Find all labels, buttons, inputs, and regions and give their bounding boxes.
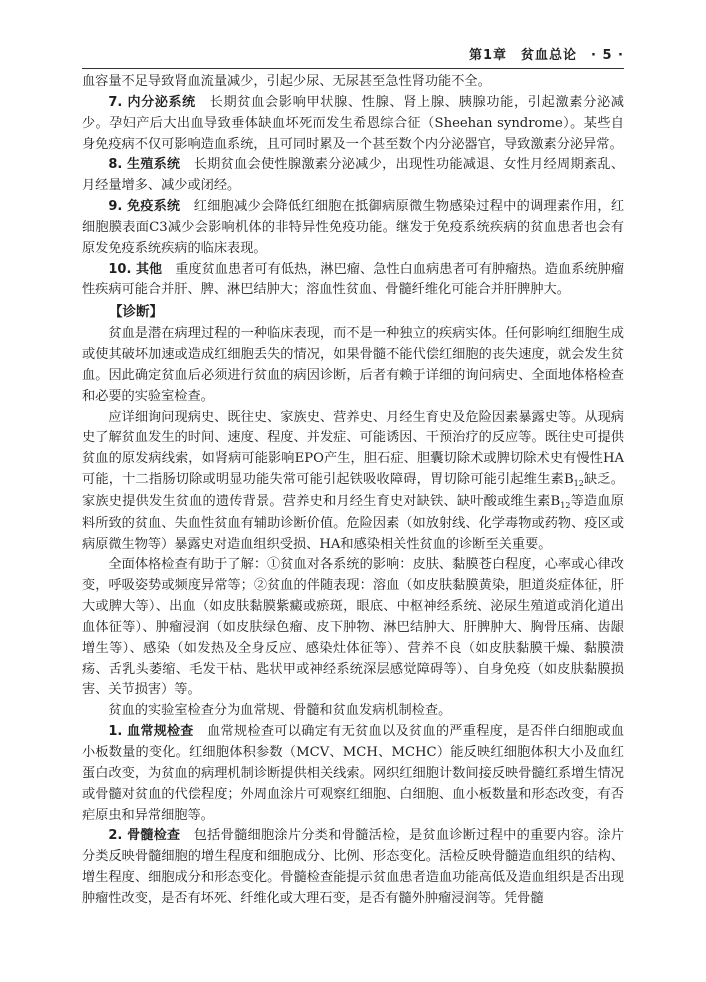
paragraph-text: 等造血原料所致的贫血、失血性贫血有辅助诊断价值。危险因素（如放射线、化学毒物或药物、疫区或病原微生物等）暴露史对造血组织受损、HA和感染相关性贫血的诊断至关重要。 — [82, 493, 624, 552]
subsection-title: 7. 内分泌系统 — [108, 94, 196, 110]
paragraph: 血容量不足导致肾血流量减少，引起少尿、无尿甚至急性肾功能不全。 — [82, 74, 491, 89]
paragraph-immune — [82, 197, 624, 260]
paragraph-blood-routine — [82, 722, 624, 826]
running-header — [82, 46, 624, 69]
paragraph-text: 包括骨髓细胞涂片分类和骨髓活检，是贫血诊断过程中的重要内容。涂片分类反映骨髓细胞的增生程度和细胞成分、比例、形态变化。活检反映骨髓造血组织的结构、增生程度、细胞成分和形态变化。骨髓检查能提示贫血患者造血功能高低及造血组织是否出现肿瘤性改变，是否有坏死、纤维化或大理石变，是否有髓外肿瘤浸润等。凭骨髓 — [82, 828, 625, 906]
paragraph-text: 红细胞减少会降低红细胞在抵御病原微生物感染过程中的调理素作用，红细胞膜表面C3减少会影响机体的非特异性免疫功能。继发于免疫系统疾病的贫血患者也会有原发免疫系统疾病的临床表现。 — [82, 199, 625, 256]
subscript: 12 — [560, 500, 571, 510]
subsection-title: 9. 免疫系统 — [108, 199, 181, 215]
paragraph: 贫血的实验室检查分为血常规、骨髓和贫血发病机制检查。 — [108, 703, 452, 719]
subsection-title: 1. 血常规检查 — [108, 724, 194, 740]
paragraph-endocrine — [82, 93, 624, 156]
paragraph-other — [82, 260, 624, 302]
paragraph-reproductive — [82, 155, 624, 197]
subsection-title: 8. 生殖系统 — [108, 157, 181, 173]
paragraph: 全面体格检查有助于了解：①贫血对各系统的影响：皮肤、黏膜苍白程度，心率或心律改变，呼吸姿势或频度异常等；②贫血的伴随表现：溶血（如皮肤黏膜黄染，胆道炎症体征，肝大或脾大等）、出血（如皮肤黏膜紫癜或瘀斑，眼底、中枢神经系统、泌尿生殖道或消化道出血体征等）、肿瘤浸润（如皮肤绿色瘤、皮下肿物、淋巴结肿大、肝脾肿大、胸骨压痛、齿龈增生等）、感染（如发热及全身反应、感染灶体征等）、营养不良（如皮肤黏膜干燥、黏膜溃疡、舌乳头萎缩、毛发干枯、匙状甲或神经系统深层感觉障碍等）、自身免疫（如皮肤黏膜损害、关节损害）等。 — [82, 557, 624, 698]
section-heading-diagnosis: 【诊断】 — [109, 304, 163, 321]
subsection-title: 10. 其他 — [108, 261, 162, 277]
paragraph-bone-marrow — [82, 826, 624, 909]
paragraph-text: 应详细询问现病史、既往史、家族史、营养史、月经生育史及危险因素暴露史等。从现病史了解贫血发生的时间、速度、程度、并发症、可能诱因、干预治疗的反应等。既往史可提供贫血的原发病线索，如肾病可能影响EPO产生，胆石症、胆囊切除术或脾切除术史有慢性HA可能，十二指肠切除或明显功能失常可能引起铁吸收障碍，胃切除可能引起维生素B — [82, 409, 624, 488]
paragraph-text: 长期贫血会影响甲状腺、性腺、肾上腺、胰腺功能，引起激素分泌减少。孕妇产后大出血导致垂体缺血坏死而发生希恩综合征（Sheehan syndrome）。某些自身免疫病不仅可影响造血系统，且可同时累及一个甚至数个内分泌器官，导致激素分泌异常。 — [82, 94, 624, 152]
running-title: 第1章 贫血总论 · 5 · — [468, 48, 624, 63]
paragraph-text: 长期贫血会使性腺激素分泌减少，出现性功能减退、女性月经周期紊乱、月经量增多、减少或闭经。 — [82, 157, 625, 194]
paragraph-text: 重度贫血患者可有低热，淋巴瘤、急性白血病患者可有肿瘤热。造血系统肿瘤性疾病可能合并肝、脾、淋巴结肿大；溶血性贫血、骨髓纤维化可能合并肝脾肿大。 — [82, 261, 625, 298]
paragraph: 贫血是潜在病理过程的一种临床表现，而不是一种独立的疾病实体。任何影响红细胞生成或使其破坏加速或造成红细胞丢失的情况，如果骨髓不能代偿红细胞的丧失速度，就会发生贫血。因此确定贫血后必须进行贫血的病因诊断，后者有赖于详细的询问病史、全面地体格检查和必要的实验室检查。 — [82, 326, 624, 404]
page-body — [82, 72, 624, 910]
paragraph-text: 缺乏。家族史提供发生贫血的遗传背景。营养史和月经生育史对缺铁、缺叶酸或维生素B — [82, 472, 624, 509]
paragraph-text: 血常规检查可以确定有无贫血以及贫血的严重程度，是否伴白细胞或血小板数量的变化。红细胞体积参数（MCV、MCH、MCHC）能反映红细胞体积大小及血红蛋白改变，为贫血的病理机制诊断提供相关线索。网织红细胞计数间接反映骨髓红系增生情况或骨髓对贫血的代偿程度；外周血涂片可观察红细胞、白细胞、血小板数量和形态改变，有否疟原虫和异常细胞等。 — [82, 724, 625, 823]
subscript: 12 — [573, 479, 584, 489]
paragraph-history — [82, 408, 624, 556]
subsection-title: 2. 骨髓检查 — [108, 828, 181, 844]
